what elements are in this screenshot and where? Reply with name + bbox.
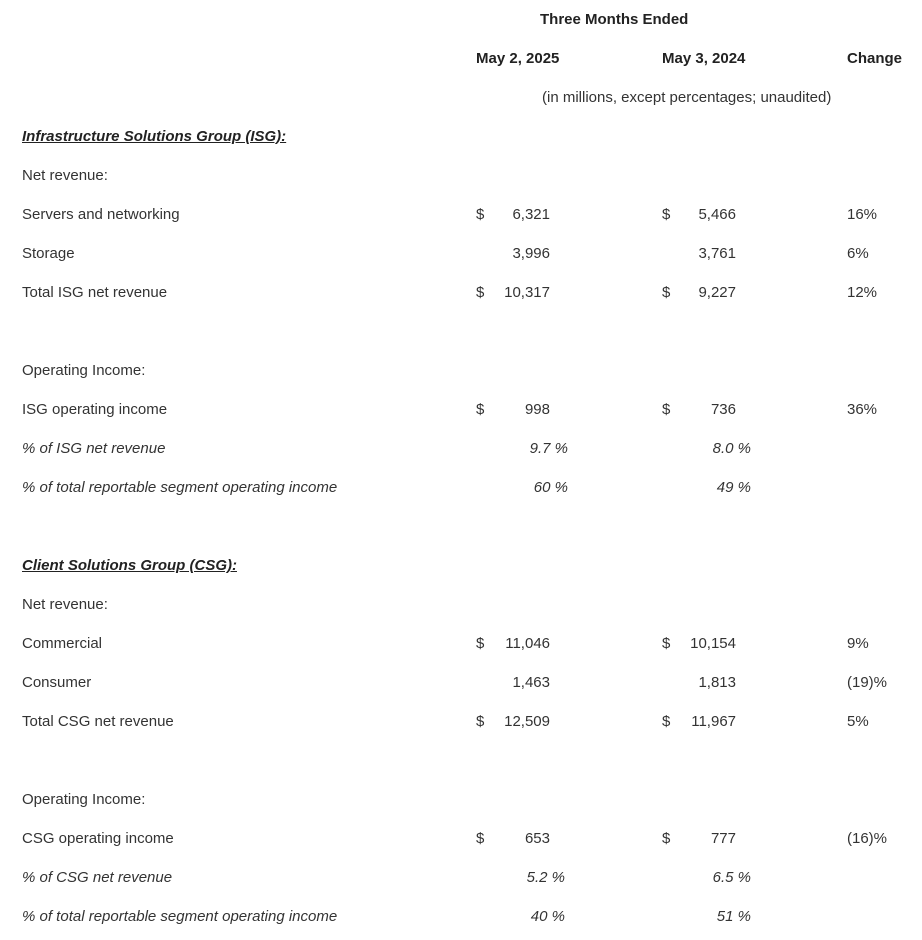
column-header-2025: May 2, 2025 [476,50,560,67]
change-value: 6% [847,245,869,262]
row-label: % of total reportable segment operating income [22,479,338,496]
value-2025: 1,463 [512,674,550,691]
csg-operating-income-label: Operating Income: [22,791,146,808]
row-label: CSG operating income [22,830,174,847]
value-2024: 11,967 [691,713,736,730]
column-header-2024: May 3, 2024 [662,50,746,67]
csg-net-revenue-label: Net revenue: [22,596,108,613]
value-2024: 5,466 [698,206,736,223]
change-value: 16% [847,206,878,223]
row-label: % of total reportable segment operating income [22,908,338,925]
row-label: % of ISG net revenue [22,440,166,457]
dollar-sign: $ [476,713,485,730]
value-2025: 12,509 [504,713,550,730]
value-2024: 736 [710,401,736,418]
change-value: (16)% [847,830,888,847]
dollar-sign: $ [662,635,671,652]
value-2024: 9,227 [698,284,736,301]
dollar-sign: $ [662,830,671,847]
value-2024: 10,154 [690,635,736,652]
dollar-sign: $ [476,284,485,301]
value-2025: 3,996 [512,245,550,262]
change-value: 12% [847,284,878,301]
value-2025: 6,321 [512,206,550,223]
dollar-sign: $ [476,206,485,223]
isg-section-title: Infrastructure Solutions Group (ISG): [22,128,287,145]
row-label: Servers and networking [22,206,180,223]
dollar-sign: $ [476,635,485,652]
value-2025: 10,317 [504,284,550,301]
dollar-sign: $ [476,830,485,847]
csg-section-title: Client Solutions Group (CSG): [22,557,237,574]
value-2024: 777 [710,830,736,847]
value-2024: 3,761 [698,245,736,262]
value-2024: 51 % [716,908,751,925]
row-label: ISG operating income [22,401,168,418]
column-header-change: Change [847,50,903,67]
dollar-sign: $ [476,401,485,418]
value-2024: 49 % [716,479,751,496]
period-header: Three Months Ended [540,11,689,28]
dollar-sign: $ [662,713,671,730]
dollar-sign: $ [662,284,671,301]
row-label: Total CSG net revenue [22,713,174,730]
isg-net-revenue-label: Net revenue: [22,167,108,184]
value-2024: 6.5 % [712,869,751,886]
value-2025: 40 % [530,908,565,925]
row-label: Total ISG net revenue [22,284,168,301]
change-value: 5% [847,713,869,730]
change-value: (19)% [847,674,888,691]
row-label: Storage [22,245,75,262]
change-value: 9% [847,635,869,652]
row-label: Commercial [22,635,103,652]
units-note: (in millions, except percentages; unaudited) [542,89,832,106]
value-2024: 1,813 [698,674,736,691]
value-2025: 998 [524,401,550,418]
row-label: % of CSG net revenue [22,869,173,886]
change-value: 36% [847,401,878,418]
value-2025: 5.2 % [526,869,565,886]
isg-operating-income-label: Operating Income: [22,362,146,379]
dollar-sign: $ [662,206,671,223]
dollar-sign: $ [662,401,671,418]
value-2025: 653 [524,830,550,847]
value-2025: 9.7 % [529,440,568,457]
value-2024: 8.0 % [712,440,751,457]
value-2025: 60 % [533,479,568,496]
row-label: Consumer [22,674,92,691]
value-2025: 11,046 [505,635,550,652]
